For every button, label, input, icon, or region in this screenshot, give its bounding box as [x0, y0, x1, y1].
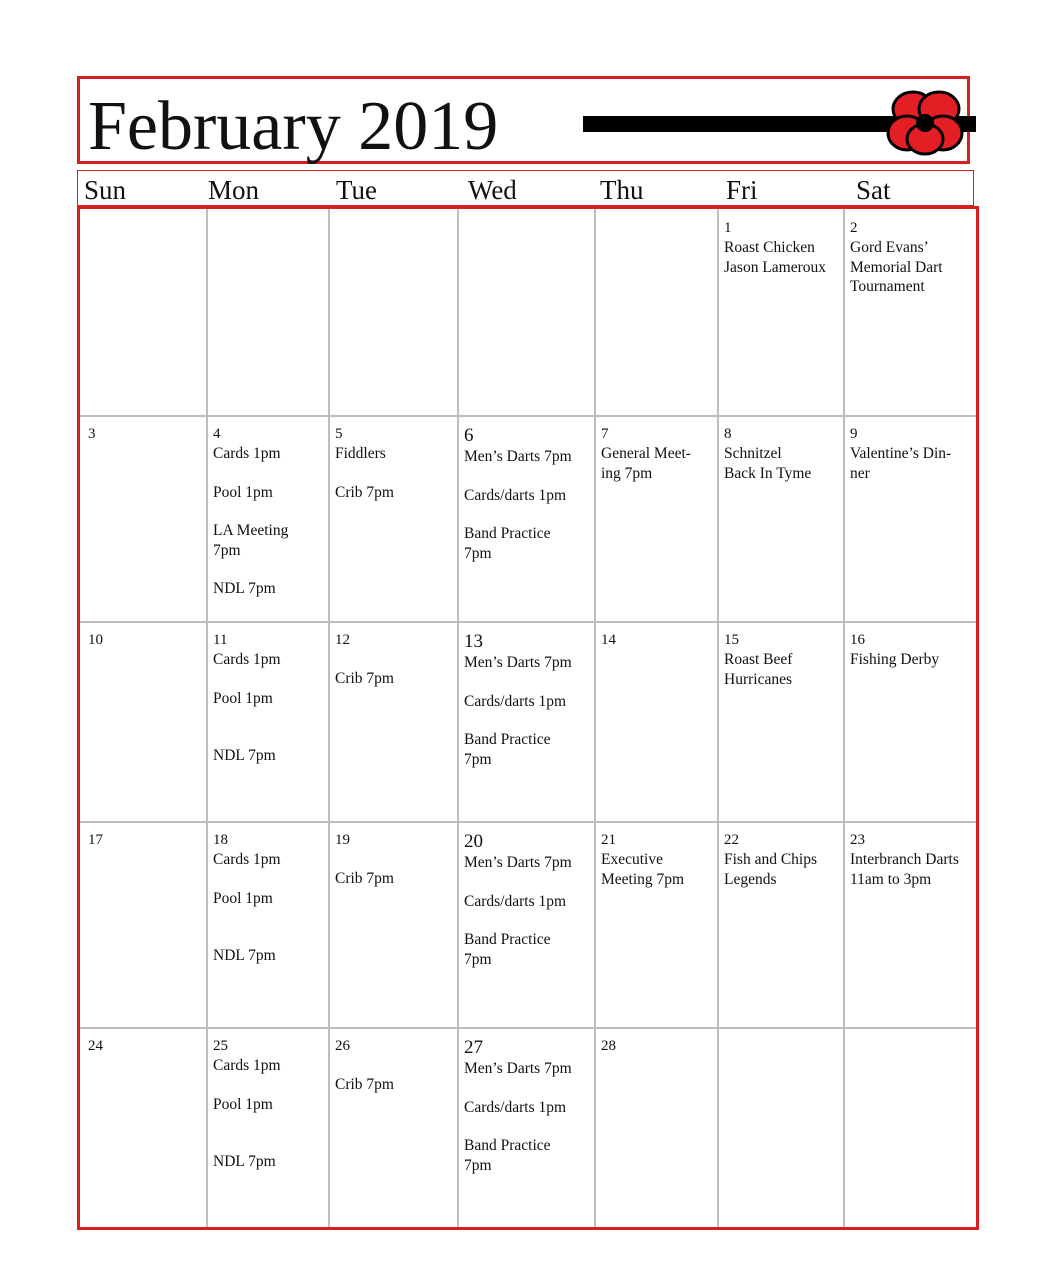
grid-divider [843, 209, 845, 1227]
event-text: 7pm [464, 750, 492, 768]
day-cell-14 [601, 631, 715, 650]
event-text: Fish and Chips [724, 851, 818, 868]
day-cell-27 [464, 1037, 592, 1175]
event-text: Gord Evans’ [850, 239, 929, 256]
day-cell-26 [335, 1037, 455, 1095]
day-number: 7 [601, 426, 609, 442]
event-text: NDL 7pm [213, 747, 276, 764]
event-text: Schnitzel [724, 445, 782, 462]
day-number: 9 [850, 426, 858, 442]
grid-divider [457, 209, 459, 1227]
event-text: Roast Chicken [724, 239, 815, 256]
weekday-sat: Sat [856, 175, 891, 205]
weekday-mon: Mon [208, 175, 260, 205]
event-text: Men’s Darts 7pm [464, 854, 572, 871]
event-text: ing 7pm [601, 464, 653, 482]
grid-divider [80, 415, 976, 417]
weekday-header [77, 170, 974, 206]
event-text: 7pm [464, 1156, 492, 1174]
day-number: 14 [601, 632, 616, 648]
event-text: Jason Lameroux [724, 258, 827, 276]
event-text: 7pm [213, 541, 241, 559]
event-text: Fiddlers [335, 445, 386, 462]
day-cell-2 [850, 219, 974, 297]
grid-divider [80, 1027, 976, 1029]
event-text: Back In Tyme [724, 464, 812, 482]
grid-divider [328, 209, 330, 1227]
event-text: Interbranch Darts [850, 851, 959, 868]
day-cell-13 [464, 631, 592, 769]
day-number: 25 [213, 1038, 228, 1054]
day-cell-5 [335, 425, 455, 502]
event-text: Pool 1pm [213, 1095, 273, 1113]
event-text: Fishing Derby [850, 651, 940, 668]
calendar-grid [77, 206, 979, 1230]
event-text: Crib 7pm [335, 1076, 394, 1093]
day-number: 8 [724, 426, 732, 442]
event-text: Cards 1pm [213, 851, 281, 868]
page-title: February 2019 [88, 88, 499, 165]
day-number: 23 [850, 832, 865, 848]
event-text: Crib 7pm [335, 670, 394, 687]
grid-divider [80, 621, 976, 623]
event-text: Men’s Darts 7pm [464, 1060, 572, 1077]
event-text: Band Practice [464, 525, 551, 542]
event-text: Cards/darts 1pm [464, 1098, 567, 1116]
day-cell-10 [88, 631, 204, 650]
day-number: 11 [213, 632, 228, 648]
event-text: Legends [724, 870, 777, 888]
weekday-fri: Fri [726, 175, 758, 205]
weekday-tue: Tue [336, 175, 378, 205]
day-number: 12 [335, 632, 350, 648]
day-number: 18 [213, 832, 228, 848]
day-cell-20 [464, 831, 592, 969]
day-cell-9 [850, 425, 974, 483]
event-text: Cards 1pm [213, 651, 281, 668]
event-text: Cards/darts 1pm [464, 692, 567, 710]
event-text: NDL 7pm [213, 1153, 276, 1170]
day-number: 21 [601, 832, 616, 848]
day-number: 6 [464, 425, 474, 446]
grid-divider [206, 209, 208, 1227]
day-cell-18 [213, 831, 327, 966]
event-text: Tournament [850, 278, 925, 295]
day-cell-11 [213, 631, 327, 766]
day-number: 20 [464, 831, 483, 852]
day-number: 3 [88, 426, 96, 442]
day-cell-16 [850, 631, 974, 670]
event-text: Cards 1pm [213, 445, 281, 462]
event-text: Cards 1pm [213, 1057, 281, 1074]
event-text: Pool 1pm [213, 889, 273, 907]
weekday-wed: Wed [468, 175, 517, 205]
day-number: 5 [335, 426, 343, 442]
day-cell-8 [724, 425, 842, 483]
event-text: Crib 7pm [335, 870, 394, 887]
event-text: NDL 7pm [213, 580, 276, 597]
event-text: Men’s Darts 7pm [464, 654, 572, 671]
day-number: 10 [88, 632, 103, 648]
grid-divider [717, 209, 719, 1227]
event-text: 11am to 3pm [850, 870, 932, 888]
day-cell-4 [213, 425, 327, 599]
day-cell-7 [601, 425, 715, 483]
event-text: Band Practice [464, 931, 551, 948]
grid-divider [594, 209, 596, 1227]
event-text: Pool 1pm [213, 689, 273, 707]
event-text: NDL 7pm [213, 947, 276, 964]
day-cell-21 [601, 831, 715, 889]
day-cell-17 [88, 831, 204, 850]
day-cell-12 [335, 631, 455, 689]
day-number: 15 [724, 632, 739, 648]
event-text: ner [850, 464, 870, 482]
day-number: 16 [850, 632, 865, 648]
calendar-header [77, 76, 970, 164]
day-number: 13 [464, 631, 483, 652]
event-text: Cards/darts 1pm [464, 892, 567, 910]
event-text: General Meet- [601, 445, 691, 462]
day-cell-6 [464, 425, 592, 563]
grid-divider [80, 821, 976, 823]
weekday-sun: Sun [84, 175, 127, 205]
day-number: 1 [724, 220, 732, 236]
day-number: 26 [335, 1038, 350, 1054]
day-cell-1 [724, 219, 842, 277]
day-cell-23 [850, 831, 974, 889]
event-text: Men’s Darts 7pm [464, 448, 572, 465]
event-text: Valentine’s Din- [850, 445, 952, 462]
day-cell-28 [601, 1037, 715, 1056]
day-cell-22 [724, 831, 842, 889]
day-number: 4 [213, 426, 221, 442]
event-text: Executive [601, 851, 663, 868]
event-text: Pool 1pm [213, 483, 273, 501]
event-text: Roast Beef [724, 651, 793, 668]
day-number: 28 [601, 1038, 616, 1054]
event-text: 7pm [464, 950, 492, 968]
event-text: Memorial Dart [850, 258, 943, 276]
event-text: Crib 7pm [335, 483, 394, 501]
weekday-thu: Thu [600, 175, 644, 205]
event-text: 7pm [464, 544, 492, 562]
day-number: 17 [88, 832, 103, 848]
day-cell-25 [213, 1037, 327, 1172]
day-number: 24 [88, 1038, 103, 1054]
event-text: Band Practice [464, 731, 551, 748]
event-text: Meeting 7pm [601, 870, 685, 888]
poppy-icon [885, 87, 965, 159]
day-number: 19 [335, 832, 350, 848]
event-text: LA Meeting [213, 522, 289, 539]
event-text: Hurricanes [724, 670, 792, 688]
day-number: 2 [850, 220, 858, 236]
event-text: Cards/darts 1pm [464, 486, 567, 504]
day-cell-24 [88, 1037, 204, 1056]
day-number: 27 [464, 1037, 483, 1058]
event-text: Band Practice [464, 1137, 551, 1154]
day-cell-3 [88, 425, 204, 444]
day-cell-15 [724, 631, 842, 689]
day-cell-19 [335, 831, 455, 889]
day-number: 22 [724, 832, 739, 848]
